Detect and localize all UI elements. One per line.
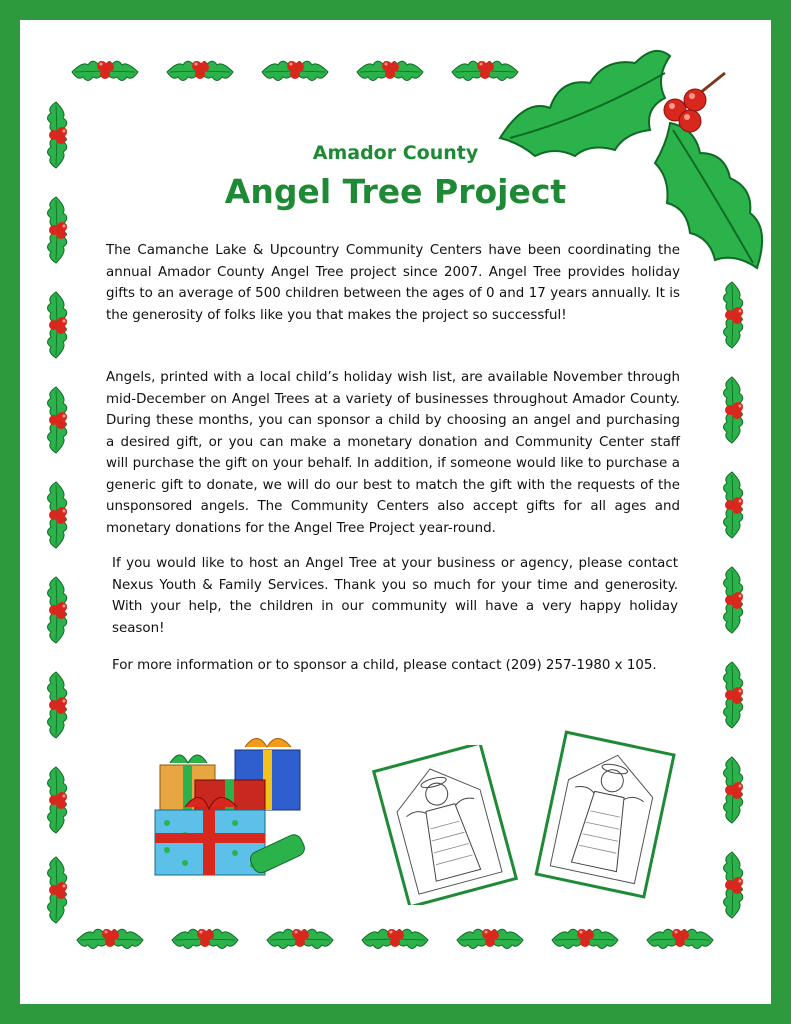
holly-icon (48, 387, 68, 453)
holly-icon (357, 61, 423, 81)
holly-icon (72, 61, 138, 81)
contact-paragraph: For more information or to sponsor a child, please contact (209) 257-1980 x 105. (112, 658, 657, 673)
holly-icon (362, 929, 428, 949)
angel-card-icon (370, 745, 520, 905)
holly-icon (724, 282, 744, 348)
intro-paragraph: The Camanche Lake & Upcountry Community Centers have been coordinating the annual Amador County Angel Tree project since 2007. Angel Tree provides holiday gifts to an average of 500 children between the ages of 0 and 17 years annually. It is the generosity of folks like you that makes the project so successful! (106, 243, 680, 323)
holly-icon (724, 757, 744, 823)
holly-border-left (32, 90, 82, 950)
angels-paragraph: Angels, printed with a local child’s holiday wish list, are available November through mid-December on Angel Trees at a variety of businesses throughout Amador County. During these months, you can sponsor a child by choosing an angel and purchasing a desired gift, or you can make a monetary donation and Community Center staff will purchase the gift on your behalf. In addition, if someone would like to purchase a generic gift to donate, we will do our best to match the gift with the requests of the unsponsored angels. The Community Centers also accept gifts for all ages and monetary donations for the Angel Tree Project year-round. (106, 370, 680, 536)
holly-icon (724, 567, 744, 633)
angel-card-icon (530, 730, 680, 900)
holly-border-right (708, 270, 758, 950)
holly-icon (262, 61, 328, 81)
holly-border-top (60, 50, 560, 100)
holly-border-bottom (60, 915, 740, 965)
holly-icon (48, 857, 68, 923)
holly-icon (48, 767, 68, 833)
holly-icon (647, 929, 713, 949)
gift-boxes-icon (145, 725, 315, 885)
holly-icon (552, 929, 618, 949)
holly-icon (77, 929, 143, 949)
holly-icon (724, 377, 744, 443)
subtitle: Amador County (312, 142, 479, 164)
holly-icon (724, 472, 744, 538)
holly-icon (457, 929, 523, 949)
holly-icon (48, 672, 68, 738)
page-title: Angel Tree Project (224, 172, 567, 211)
holly-icon (267, 929, 333, 949)
holly-icon (48, 577, 68, 643)
holly-icon (48, 292, 68, 358)
holly-icon (172, 929, 238, 949)
holly-icon (724, 852, 744, 918)
host-paragraph: If you would like to host an Angel Tree at your business or agency, please contact Nexus Youth & Family Services. Thank you so much for your time and generosity. With your help, the children in our community will have a very happy holiday season! (112, 556, 678, 636)
holly-icon (724, 662, 744, 728)
holly-icon (167, 61, 233, 81)
holly-icon (48, 482, 68, 548)
